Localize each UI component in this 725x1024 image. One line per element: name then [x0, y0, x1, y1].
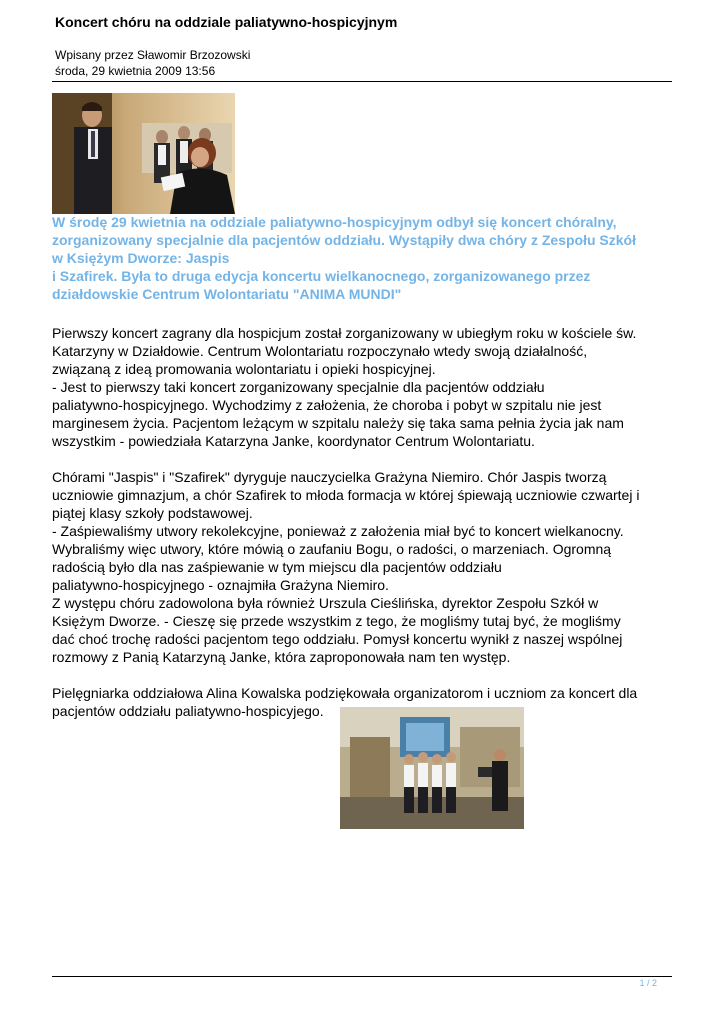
article-body [52, 324, 674, 720]
body-line: paliatywno-hospicyjnego - oznajmiła Grażyna Niemiro. [52, 577, 389, 593]
choir-hospital-corridor-photo [340, 707, 524, 829]
body-line: Pielęgniarka oddziałowa Alina Kowalska podziękowała organizatorom i uczniom za koncert dla [52, 685, 638, 701]
lead-line: działdowskie Centrum Wolontariatu "ANIMA MUNDI" [52, 286, 402, 302]
lead-line: W środę 29 kwietnia na oddziale paliatywno-hospicyjnym odbył się koncert chóralny, [52, 214, 617, 230]
author-line: Wpisany przez Sławomir Brzozowski [55, 48, 251, 62]
lead-line: w Księżym Dworze: Jaspis [52, 250, 230, 266]
body-line: Księżym Dworze. - Cieszę się przede wszystkim z tego, że mogliśmy tutaj być, że mogliśmy [52, 613, 621, 629]
body-line: piątej klasy szkoły podstawowej. [52, 505, 253, 521]
lead-line: zorganizowany specjalnie dla pacjentów oddziału. Wystąpiły dwa chóry z Zespołu Szkół [52, 232, 636, 248]
body-line: uczniowie gimnazjum, a chór Szafirek to młoda formacja w której śpiewają uczniowie czwartej i [52, 487, 640, 503]
header-divider [52, 81, 672, 82]
page-title: Koncert chóru na oddziale paliatywno-hospicyjnym [55, 14, 398, 30]
body-line: pacjentów oddziału paliatywno-hospicyjego. [52, 703, 324, 719]
body-line: marginesem życia. Pacjentom leżącym w szpitalu należy się taka sama pełnia życia jak nam [52, 415, 624, 431]
body-line: paliatywno-hospicyjnego. Wychodzimy z założenia, że choroba i pobyt w szpitalu nie jest [52, 397, 602, 413]
body-line: wszystkim - powiedziała Katarzyna Janke, koordynator Centrum Wolontariatu. [52, 433, 535, 449]
article-meta [55, 47, 250, 79]
body-line: dać choć trochę radości pacjentom tego oddziału. Pomysł koncertu wynikł z naszej wspólnej [52, 631, 623, 647]
lead-paragraph [52, 213, 672, 303]
body-line: - Jest to pierwszy taki koncert zorganizowany specjalnie dla pacjentów oddziału [52, 379, 545, 395]
body-line: - Zaśpiewaliśmy utwory rekolekcyjne, ponieważ z założenia miał być to koncert wielkanocny. [52, 523, 624, 539]
body-line: związaną z ideą promowania wolontariatu i opieki hospicyjnej. [52, 361, 436, 377]
lead-line: i Szafirek. Była to druga edycja koncertu wielkanocnego, zorganizowanego przez [52, 268, 591, 284]
date-line: środa, 29 kwietnia 2009 13:56 [55, 64, 216, 78]
body-line: Wybraliśmy więc utwory, które mówią o zaufaniu Bogu, o radości, o marzeniach. Ogromną [52, 541, 612, 557]
body-line: Pierwszy koncert zagrany dla hospicjum został zorganizowany w ubiegłym roku w kościele św. [52, 325, 637, 341]
body-line: Chórami "Jaspis" i "Szafirek" dyryguje nauczycielka Grażyna Niemiro. Chór Jaspis tworzą [52, 469, 607, 485]
body-line: Z występu chóru zadowolona była również Urszula Cieślińska, dyrektor Zespołu Szkół w [52, 595, 599, 611]
footer-divider [52, 976, 672, 977]
body-line: rozmowy z Panią Katarzyną Janke, która zaproponowała nam ten występ. [52, 649, 511, 665]
body-line: Katarzyny w Działdowie. Centrum Wolontariatu rozpoczynało wtedy swoją działalność, [52, 343, 588, 359]
body-line: radością było dla nas zaśpiewanie w tym miejscu dla pacjentów oddziału [52, 559, 502, 575]
page-number: 1 / 2 [639, 978, 657, 988]
choir-conductor-photo [52, 93, 235, 214]
